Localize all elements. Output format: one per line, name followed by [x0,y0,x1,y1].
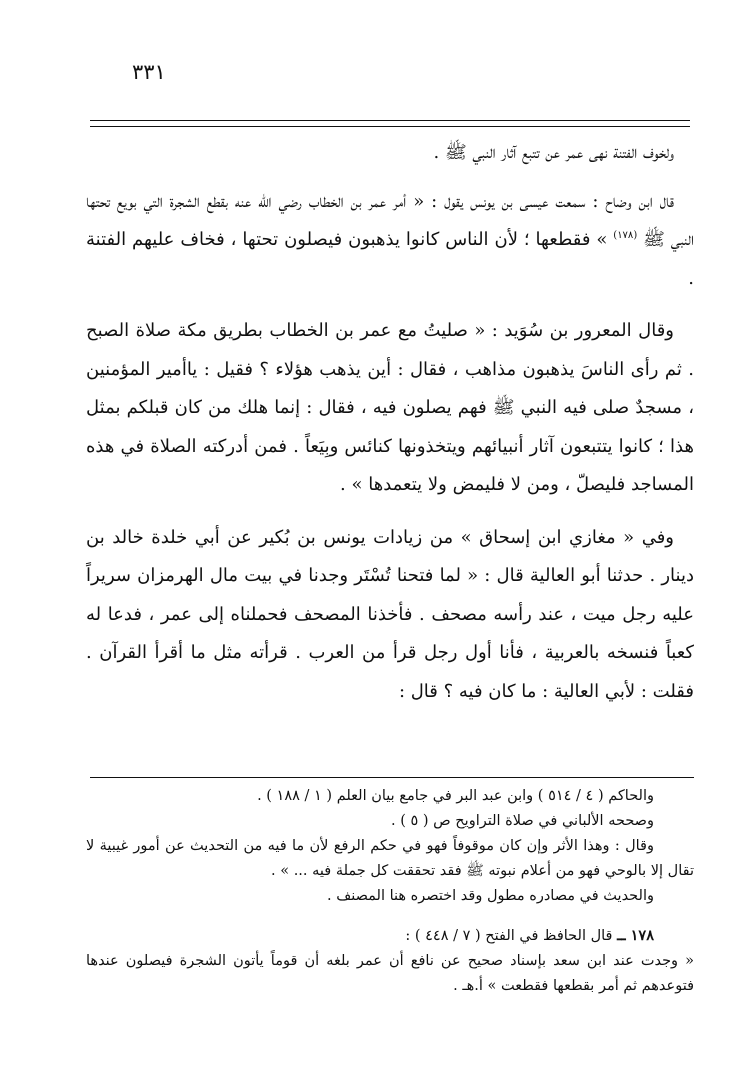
footnote-line-1: والحاكم ( ٤ / ٥١٤ ) وابن عبد البر في جامع بيان العلم ( ١ / ١٨٨ ) . [257,788,654,804]
footnote-178-number: ١٧٨ ــ [617,927,654,944]
footnote-178-quote: « وجدت عند ابن سعد بإسناد صحيح عن نافع أن عمر بلغه أن قوماً يأتون الشجرة فيصلون عندها فتوعدهم ثم أمر بقطعها فقطعت » أ.هـ . [86,953,694,994]
paragraph-1: ولخوف الفتنة نهى عمر عن تتبع آثار النبي ﷺ . [433,142,674,163]
footnote-178 [86,923,694,949]
paragraph-2 [86,183,694,299]
footnote-line-3: وقال : وهذا الأثر وإن كان موقوفاً فهو في حكم الرفع لأن ما فيه من التحديث عن أمور غيبية لا تقال إلا بالوحي فهو من أعلام نبوته ﷺ فقد تحققت كل جملة فيه ... » . [86,838,694,879]
paragraph-4: وفي « مغازي ابن إسحاق » من زيادات يونس بن بُكير عن أبي خلدة خالد بن دينار . حدثنا أبو العالية قال : « لما فتحنا تُسْتَر وجدنا في بيت مال الهرمزان سريراً عليه رجل ميت ، عند رأسه مصحف . فأخذنا المصحف فحملناه إلى عمر ، فدعا له كعباً فنسخه بالعربية ، فأنا أول رجل قرأ من العرب . قرأته مثل ما أقرأ القرآن . فقلت : لأبي العالية : ما كان فيه ؟ قال : [86,526,694,702]
main-text [86,134,694,711]
header-rule-top [90,120,690,121]
paragraph-3: وقال المعرور بن سُوَيد : « صليتُ مع عمر بن الخطاب بطريق مكة صلاة الصبح . ثم رأى الناسَ يذهبون مذاهب ، فقال : أين يذهب هؤلاء ؟ فقيل : ياأمير المؤمنين ، مسجدٌ صلى فيه النبي ﷺ فهم يصلون فيه ، فقال : إنما هلك من كان قبلكم بمثل هذا ؛ كانوا يتتبعون آثار أنبيائهم ويتخذونها كنائس وبِيَعاً . فمن أدركته الصلاة في هذه المساجد فليصلّ ، ومن لا فليمض ولا يتعمدها » . [86,320,694,495]
footnote-reference-178: (١٧٨) [613,230,638,241]
footnote-178-intro: قال الحافظ في الفتح ( ٧ / ٤٤٨ ) : [405,928,613,944]
footnote-line-4: والحديث في مصادره مطول وقد اختصره هنا المصنف . [326,888,654,904]
footnotes [86,784,694,999]
paragraph-2-part-b: » فقطعها ؛ لأن الناس كانوا يذهبون فيصلون تحتها ، فخاف عليهم الفتنة . [86,229,694,289]
paragraph-2-part-a: قال ابن وضاح : سمعت عيسى بن يونس يقول : « أمر عمر بن الخطاب رضي الله عنه بقطع الشجرة التي بويع تحتها النبي ﷺ [86,190,694,250]
page-number: ٣٣١ [132,60,166,84]
header-rule-bottom [90,126,690,127]
footnote-line-2: وصححه الألباني في صلاة التراويح ص ( ٥ ) . [391,813,654,829]
footnote-separator [90,777,694,778]
